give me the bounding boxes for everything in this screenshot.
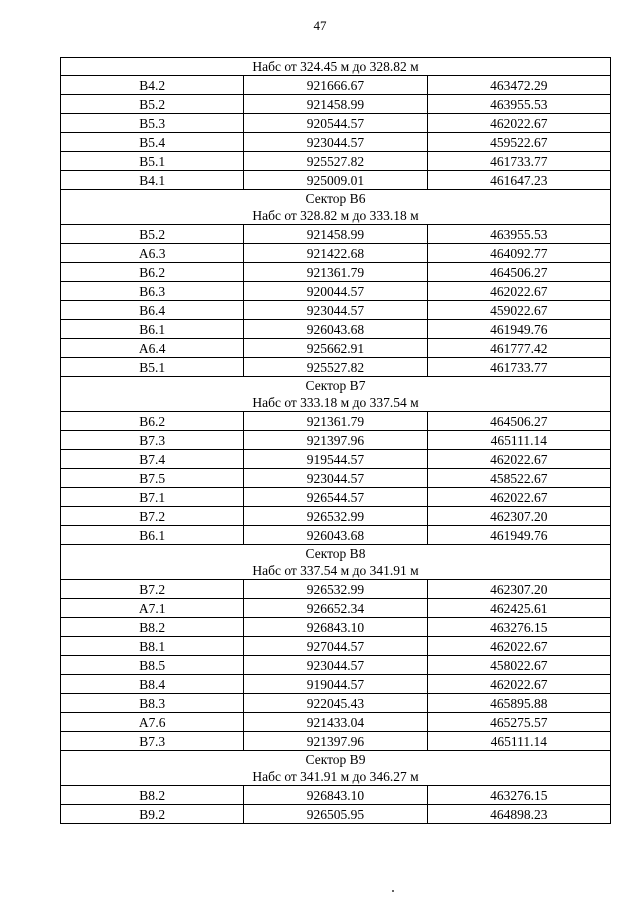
point-id-cell: B8.4 [61, 675, 244, 694]
y-coordinate-cell: 462022.67 [427, 637, 610, 656]
y-coordinate-cell: 463276.15 [427, 618, 610, 637]
y-coordinate-cell: 464506.27 [427, 412, 610, 431]
y-coordinate-cell: 464092.77 [427, 244, 610, 263]
table-row [61, 282, 611, 301]
table-row [61, 656, 611, 675]
point-id-cell: B7.3 [61, 732, 244, 751]
table-row [61, 450, 611, 469]
x-coordinate-cell: 921361.79 [244, 263, 427, 282]
table-row [61, 320, 611, 339]
x-coordinate-cell: 925527.82 [244, 152, 427, 171]
table-row [61, 526, 611, 545]
x-coordinate-cell: 925527.82 [244, 358, 427, 377]
x-coordinate-cell: 923044.57 [244, 133, 427, 152]
y-coordinate-cell: 459522.67 [427, 133, 610, 152]
point-id-cell: B4.2 [61, 76, 244, 95]
table-row [61, 599, 611, 618]
table-row [61, 786, 611, 805]
x-coordinate-cell: 921458.99 [244, 95, 427, 114]
x-coordinate-cell: 921397.96 [244, 431, 427, 450]
table-row [61, 713, 611, 732]
y-coordinate-cell: 463955.53 [427, 95, 610, 114]
point-id-cell: B5.2 [61, 95, 244, 114]
x-coordinate-cell: 923044.57 [244, 656, 427, 675]
point-id-cell: B5.1 [61, 152, 244, 171]
table-row [61, 805, 611, 824]
point-id-cell: B8.5 [61, 656, 244, 675]
y-coordinate-cell: 463472.29 [427, 76, 610, 95]
section-header-row [61, 190, 611, 225]
section-header [61, 190, 611, 225]
x-coordinate-cell: 926043.68 [244, 320, 427, 339]
point-id-cell: B6.1 [61, 320, 244, 339]
y-coordinate-cell: 461733.77 [427, 358, 610, 377]
table-row [61, 580, 611, 599]
section-elevation-range: Набс от 333.18 м до 337.54 м [252, 395, 419, 410]
point-id-cell: B5.1 [61, 358, 244, 377]
point-id-cell: B6.2 [61, 412, 244, 431]
table-row [61, 76, 611, 95]
point-id-cell: B8.3 [61, 694, 244, 713]
table-row [61, 225, 611, 244]
section-header [61, 545, 611, 580]
point-id-cell: A6.4 [61, 339, 244, 358]
y-coordinate-cell: 464898.23 [427, 805, 610, 824]
table-row [61, 618, 611, 637]
table-row [61, 675, 611, 694]
x-coordinate-cell: 925662.91 [244, 339, 427, 358]
section-header [61, 58, 611, 76]
section-title: Сектор B7 [305, 378, 366, 393]
point-id-cell: B5.2 [61, 225, 244, 244]
x-coordinate-cell: 921422.68 [244, 244, 427, 263]
x-coordinate-cell: 923044.57 [244, 301, 427, 320]
section-header [61, 751, 611, 786]
table-row [61, 488, 611, 507]
y-coordinate-cell: 465111.14 [427, 732, 610, 751]
coordinates-table [60, 57, 611, 824]
point-id-cell: B7.5 [61, 469, 244, 488]
x-coordinate-cell: 920544.57 [244, 114, 427, 133]
table-row [61, 732, 611, 751]
x-coordinate-cell: 926652.34 [244, 599, 427, 618]
x-coordinate-cell: 926505.95 [244, 805, 427, 824]
section-elevation-range: Набс от 324.45 м до 328.82 м [252, 59, 419, 74]
section-title: Сектор B8 [305, 546, 366, 561]
section-header-row [61, 58, 611, 76]
section-elevation-range: Набс от 337.54 м до 341.91 м [252, 563, 419, 578]
y-coordinate-cell: 461949.76 [427, 526, 610, 545]
table-row [61, 637, 611, 656]
point-id-cell: B6.3 [61, 282, 244, 301]
page-number: 47 [313, 18, 327, 33]
y-coordinate-cell: 461949.76 [427, 320, 610, 339]
section-title: Сектор B6 [305, 191, 366, 206]
point-id-cell: A6.3 [61, 244, 244, 263]
point-id-cell: B8.1 [61, 637, 244, 656]
table-row [61, 95, 611, 114]
stray-mark [392, 890, 394, 892]
y-coordinate-cell: 462022.67 [427, 488, 610, 507]
table-row [61, 339, 611, 358]
point-id-cell: B7.2 [61, 580, 244, 599]
y-coordinate-cell: 461733.77 [427, 152, 610, 171]
y-coordinate-cell: 462022.67 [427, 450, 610, 469]
x-coordinate-cell: 920044.57 [244, 282, 427, 301]
y-coordinate-cell: 462425.61 [427, 599, 610, 618]
point-id-cell: B5.4 [61, 133, 244, 152]
x-coordinate-cell: 921458.99 [244, 225, 427, 244]
y-coordinate-cell: 459022.67 [427, 301, 610, 320]
section-header-row [61, 377, 611, 412]
x-coordinate-cell: 926532.99 [244, 507, 427, 526]
x-coordinate-cell: 926043.68 [244, 526, 427, 545]
table-row [61, 358, 611, 377]
table-row [61, 431, 611, 450]
x-coordinate-cell: 919544.57 [244, 450, 427, 469]
y-coordinate-cell: 464506.27 [427, 263, 610, 282]
table-row [61, 171, 611, 190]
x-coordinate-cell: 923044.57 [244, 469, 427, 488]
point-id-cell: B9.2 [61, 805, 244, 824]
y-coordinate-cell: 462022.67 [427, 675, 610, 694]
point-id-cell: B7.4 [61, 450, 244, 469]
table-row [61, 114, 611, 133]
point-id-cell: A7.1 [61, 599, 244, 618]
point-id-cell: B7.3 [61, 431, 244, 450]
x-coordinate-cell: 926843.10 [244, 786, 427, 805]
table-row [61, 133, 611, 152]
table-row [61, 507, 611, 526]
y-coordinate-cell: 462022.67 [427, 282, 610, 301]
y-coordinate-cell: 465895.88 [427, 694, 610, 713]
table-row [61, 694, 611, 713]
coordinates-table-body [61, 58, 611, 824]
y-coordinate-cell: 461777.42 [427, 339, 610, 358]
y-coordinate-cell: 458022.67 [427, 656, 610, 675]
x-coordinate-cell: 927044.57 [244, 637, 427, 656]
y-coordinate-cell: 462307.20 [427, 507, 610, 526]
x-coordinate-cell: 921361.79 [244, 412, 427, 431]
x-coordinate-cell: 922045.43 [244, 694, 427, 713]
x-coordinate-cell: 921666.67 [244, 76, 427, 95]
x-coordinate-cell: 926544.57 [244, 488, 427, 507]
section-header [61, 377, 611, 412]
point-id-cell: B6.2 [61, 263, 244, 282]
point-id-cell: B7.2 [61, 507, 244, 526]
y-coordinate-cell: 461647.23 [427, 171, 610, 190]
y-coordinate-cell: 462307.20 [427, 580, 610, 599]
y-coordinate-cell: 463955.53 [427, 225, 610, 244]
x-coordinate-cell: 926843.10 [244, 618, 427, 637]
point-id-cell: B4.1 [61, 171, 244, 190]
x-coordinate-cell: 925009.01 [244, 171, 427, 190]
table-row [61, 152, 611, 171]
table-row [61, 301, 611, 320]
x-coordinate-cell: 919044.57 [244, 675, 427, 694]
point-id-cell: A7.6 [61, 713, 244, 732]
y-coordinate-cell: 465275.57 [427, 713, 610, 732]
x-coordinate-cell: 926532.99 [244, 580, 427, 599]
point-id-cell: B8.2 [61, 618, 244, 637]
x-coordinate-cell: 921397.96 [244, 732, 427, 751]
section-elevation-range: Набс от 328.82 м до 333.18 м [252, 208, 419, 223]
y-coordinate-cell: 463276.15 [427, 786, 610, 805]
x-coordinate-cell: 921433.04 [244, 713, 427, 732]
point-id-cell: B7.1 [61, 488, 244, 507]
section-title: Сектор B9 [305, 752, 366, 767]
y-coordinate-cell: 462022.67 [427, 114, 610, 133]
point-id-cell: B6.1 [61, 526, 244, 545]
section-elevation-range: Набс от 341.91 м до 346.27 м [252, 769, 419, 784]
point-id-cell: B6.4 [61, 301, 244, 320]
section-header-row [61, 751, 611, 786]
table-row [61, 244, 611, 263]
point-id-cell: B8.2 [61, 786, 244, 805]
section-header-row [61, 545, 611, 580]
table-row [61, 412, 611, 431]
table-row [61, 263, 611, 282]
point-id-cell: B5.3 [61, 114, 244, 133]
y-coordinate-cell: 458522.67 [427, 469, 610, 488]
y-coordinate-cell: 465111.14 [427, 431, 610, 450]
table-row [61, 469, 611, 488]
